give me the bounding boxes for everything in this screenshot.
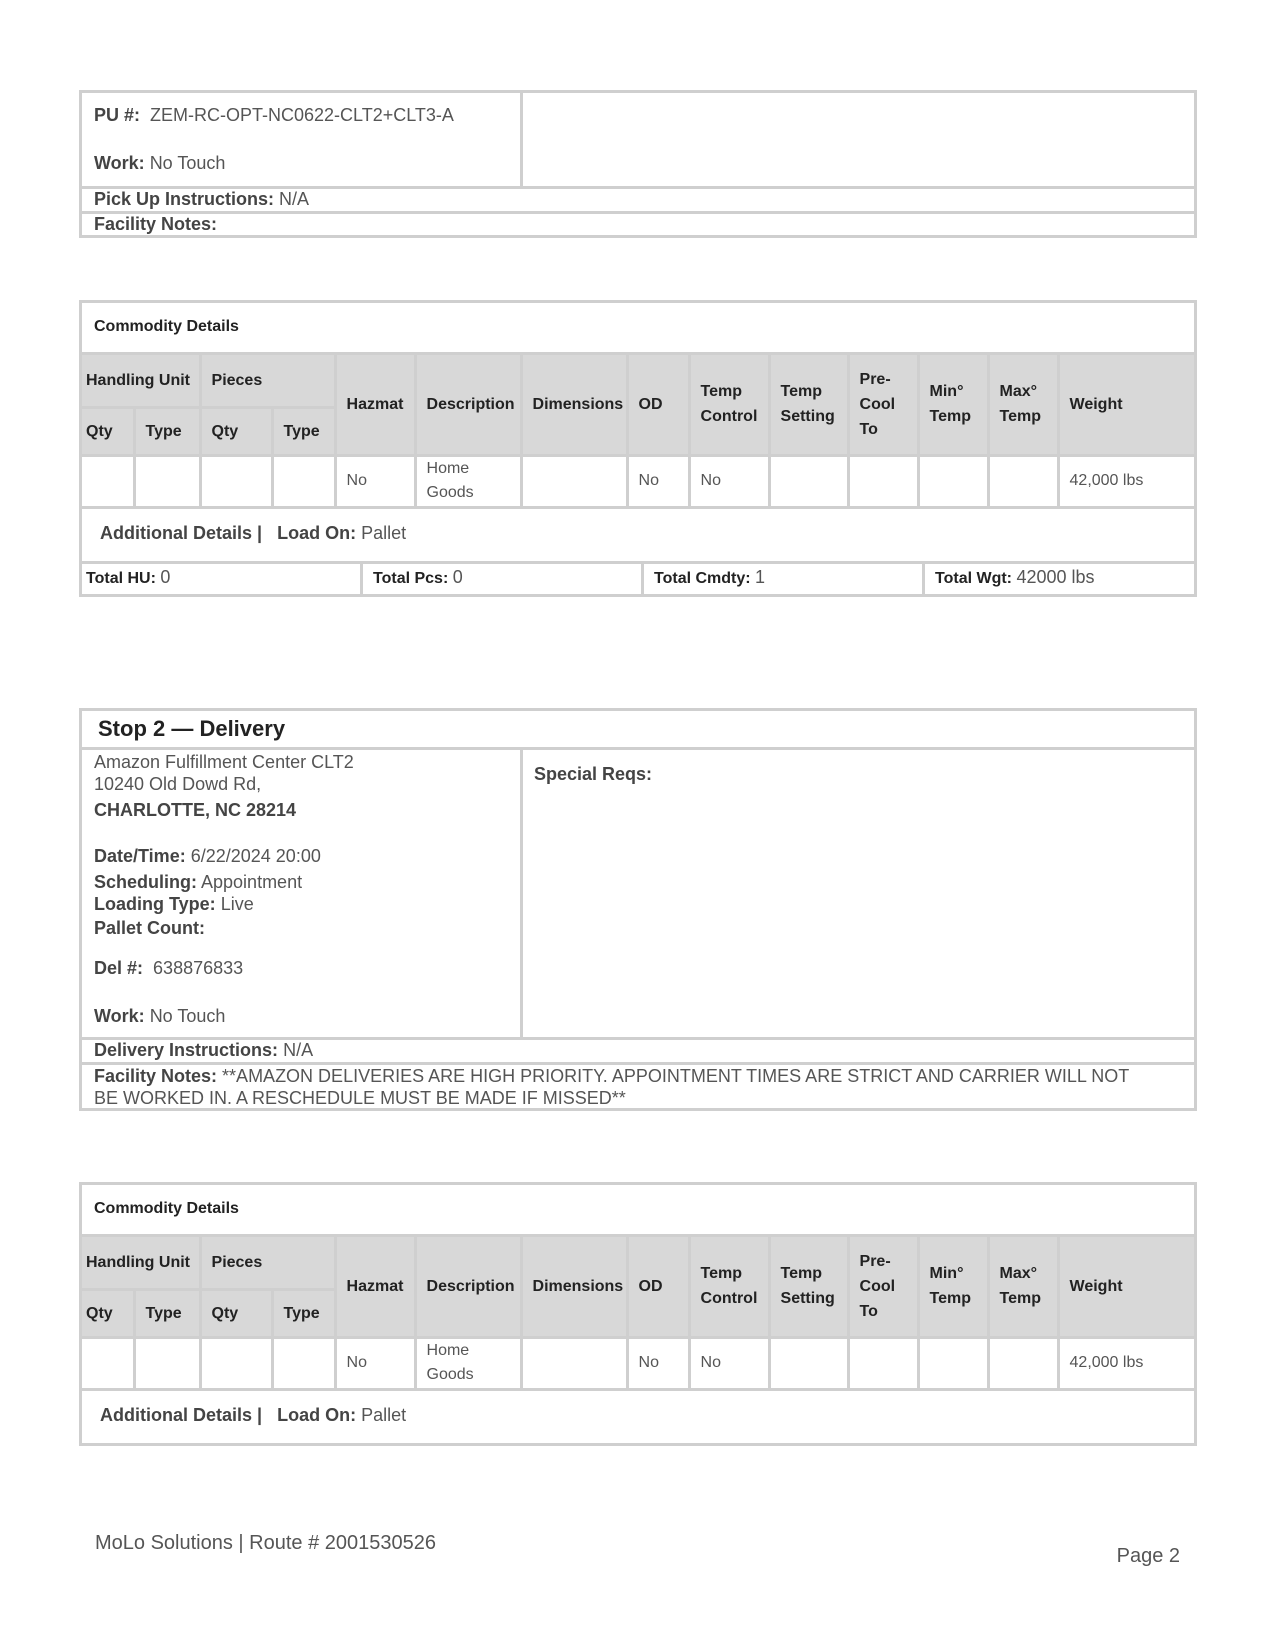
col-dimensions: Dimensions — [521, 1237, 627, 1337]
stop-work-line: Work: No Touch — [94, 1006, 226, 1026]
scheduling-value: Appointment — [201, 872, 303, 892]
col-max-temp: Max° Temp — [988, 1237, 1058, 1337]
pickup-work-value: No Touch — [149, 153, 226, 173]
stop-work-value: No Touch — [149, 1006, 226, 1026]
col-pre-cool: Pre-Cool To — [848, 1237, 918, 1337]
pickup-instructions-label: Pick Up Instructions: — [94, 189, 275, 209]
load-on-value: Pallet — [361, 522, 407, 543]
pickup-instructions-row — [82, 186, 1194, 214]
footer-route: MoLo Solutions | Route # 2001530526 — [95, 1532, 437, 1554]
cell-pcs-type — [272, 1337, 335, 1389]
load-on-label: Load On: — [277, 522, 357, 543]
col-temp-setting: Temp Setting — [769, 355, 848, 455]
col-pcs-qty: Qty — [200, 1289, 272, 1337]
col-min-temp: Min° Temp — [918, 1237, 988, 1337]
col-pcs-type: Type — [272, 407, 335, 455]
cell-max-temp — [988, 1337, 1058, 1389]
commodity-details-2 — [79, 1182, 1197, 1446]
col-temp-control: Temp Control — [689, 355, 769, 455]
cell-max-temp — [988, 455, 1058, 507]
stop-2-title: Stop 2 — Delivery — [82, 711, 1194, 750]
col-temp-setting: Temp Setting — [769, 1237, 848, 1337]
cell-od: No — [627, 455, 689, 507]
col-handling-unit: Handling Unit — [82, 1237, 200, 1289]
col-min-temp: Min° Temp — [918, 355, 988, 455]
cell-pcs-qty — [200, 455, 272, 507]
cell-od: No — [627, 1337, 689, 1389]
col-hazmat: Hazmat — [335, 1237, 415, 1337]
del-number-line: Del #: 638876833 — [94, 958, 244, 978]
col-temp-control: Temp Control — [689, 1237, 769, 1337]
cell-hazmat: No — [335, 1337, 415, 1389]
load-on-value: Pallet — [361, 1404, 407, 1425]
pu-number-value: ZEM-RC-OPT-NC0622-CLT2+CLT3-A — [150, 105, 454, 125]
cell-description: Home Goods — [415, 455, 521, 507]
table-row — [82, 1337, 1194, 1389]
cell-min-temp — [918, 455, 988, 507]
col-description: Description — [415, 1237, 521, 1337]
pickup-instructions-value: N/A — [279, 189, 310, 209]
special-reqs-label: Special Reqs: — [534, 764, 653, 784]
additional-details-row: Additional Details | Load On: Pallet — [100, 1404, 407, 1425]
total-cmdty: Total Cmdty: 1 — [644, 564, 925, 594]
pickup-info-box — [79, 90, 1197, 238]
commodity-title: Commodity Details — [82, 303, 1194, 355]
stop-2-box — [79, 708, 1197, 1111]
scheduling-line: Scheduling: Appointment — [94, 872, 303, 892]
delivery-instructions-row: Delivery Instructions: N/A — [82, 1037, 1194, 1065]
table-row — [82, 455, 1194, 507]
col-hazmat: Hazmat — [335, 355, 415, 455]
col-od: OD — [627, 1237, 689, 1337]
cell-hu-type — [134, 1337, 200, 1389]
total-wgt: Total Wgt: 42000 lbs — [935, 566, 1095, 587]
commodity-title: Commodity Details — [82, 1185, 1194, 1237]
col-weight: Weight — [1058, 355, 1194, 455]
commodity-table — [82, 355, 1194, 509]
totals-row — [82, 561, 1194, 594]
pallet-count-line: Pallet Count: — [94, 918, 205, 938]
cell-description: Home Goods — [415, 1337, 521, 1389]
col-pieces: Pieces — [200, 1237, 335, 1289]
pickup-work-line — [94, 153, 225, 174]
cell-weight: 42,000 lbs — [1058, 455, 1194, 507]
cell-hu-type — [134, 455, 200, 507]
col-hu-type: Type — [134, 1289, 200, 1337]
datetime-line: Date/Time: 6/22/2024 20:00 — [94, 846, 321, 866]
delivery-facility-notes-value: **AMAZON DELIVERIES ARE HIGH PRIORITY. APPOINTMENT TIMES ARE STRICT AND CARRIER WILL NOT BE WORKED IN. A RESCHEDULE MUST BE MADE IF MISSED** — [94, 1066, 1129, 1108]
col-weight: Weight — [1058, 1237, 1194, 1337]
col-pre-cool: Pre-Cool To — [848, 355, 918, 455]
facility-name: Amazon Fulfillment Center CLT2 — [94, 752, 354, 772]
delivery-facility-notes-row: Facility Notes: **AMAZON DELIVERIES ARE HIGH PRIORITY. APPOINTMENT TIMES ARE STRICT AND CARRIER WILL NOT BE WORKED IN. A RESCHEDULE MUST BE MADE IF MISSED** — [82, 1062, 1194, 1111]
loading-type-value: Live — [220, 894, 254, 914]
facility-address: 10240 Old Dowd Rd, — [94, 774, 262, 794]
pickup-facility-notes-label: Facility Notes: — [94, 214, 218, 234]
facility-city-state-zip: CHARLOTTE, NC 28214 — [94, 800, 297, 820]
col-pieces: Pieces — [200, 355, 335, 407]
cell-temp-control: No — [689, 455, 769, 507]
cell-dimensions — [521, 455, 627, 507]
col-handling-unit: Handling Unit — [82, 355, 200, 407]
cell-pre-cool — [848, 1337, 918, 1389]
additional-details-label: Additional Details — [100, 522, 253, 543]
additional-details-row: Additional Details | Load On: Pallet — [100, 522, 407, 543]
pickup-work-label: Work: — [94, 153, 145, 173]
commodity-table — [82, 1237, 1194, 1391]
cell-temp-control: No — [689, 1337, 769, 1389]
pickup-left-cell — [82, 93, 523, 186]
col-hu-qty: Qty — [82, 407, 134, 455]
cell-hu-qty — [82, 455, 134, 507]
load-on-label: Load On: — [277, 1404, 357, 1425]
col-max-temp: Max° Temp — [988, 355, 1058, 455]
cell-min-temp — [918, 1337, 988, 1389]
col-dimensions: Dimensions — [521, 355, 627, 455]
commodity-details-1 — [79, 300, 1197, 597]
additional-details-label: Additional Details — [100, 1404, 253, 1425]
cell-dimensions — [521, 1337, 627, 1389]
total-hu: Total HU: 0 — [82, 564, 363, 594]
page-number: Page 2 — [1116, 1545, 1180, 1567]
col-description: Description — [415, 355, 521, 455]
datetime-value: 6/22/2024 20:00 — [190, 846, 321, 866]
loading-type-line: Loading Type: Live — [94, 894, 254, 914]
cell-hu-qty — [82, 1337, 134, 1389]
col-pcs-qty: Qty — [200, 407, 272, 455]
delivery-instructions-value: N/A — [283, 1040, 314, 1060]
del-number-value: 638876833 — [153, 958, 244, 978]
pickup-facility-notes-row — [82, 211, 1194, 238]
col-hu-type: Type — [134, 407, 200, 455]
pu-number-label: PU #: — [94, 105, 141, 125]
total-pcs: Total Pcs: 0 — [363, 564, 644, 594]
col-pcs-type: Type — [272, 1289, 335, 1337]
col-od: OD — [627, 355, 689, 455]
stop-2-left-cell — [82, 750, 523, 1037]
cell-pcs-type — [272, 455, 335, 507]
cell-temp-setting — [769, 1337, 848, 1389]
cell-pre-cool — [848, 455, 918, 507]
col-hu-qty: Qty — [82, 1289, 134, 1337]
pu-number-line — [94, 105, 454, 126]
cell-pcs-qty — [200, 1337, 272, 1389]
cell-temp-setting — [769, 455, 848, 507]
cell-hazmat: No — [335, 455, 415, 507]
cell-weight: 42,000 lbs — [1058, 1337, 1194, 1389]
